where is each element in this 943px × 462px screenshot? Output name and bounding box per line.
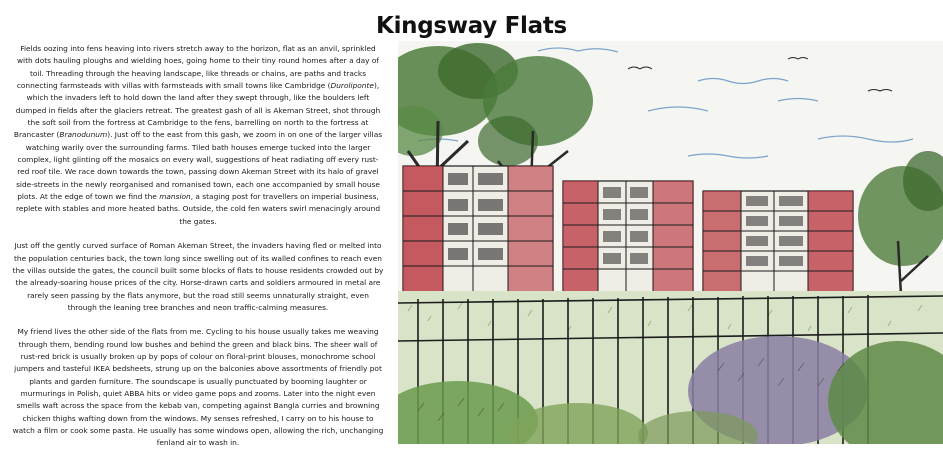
flats-illustration xyxy=(398,41,943,444)
page-title: Kingsway Flats xyxy=(376,13,567,39)
flats-block-left xyxy=(403,166,553,296)
text-run: My friend lives the other side of the flats from me. Cycling to his house usually takes me weaving through them, bending round low bushes and behind the green and black bins. The sheer wall of rust-red brick is usually broken up by pops of colour on floral-print blouses, monochrome school jumpers and tasteful IKEA bedsheets, strung up on the balconies above assortments of friendly pot plants and garden furniture. The soundscape is usually punctuated by booming laughter or murmurings in Polish, quiet ABBA hits or video game pops and zooms. Later into the night even smells waft across the space from the kebab van, competing against Bangla curries and browning chicken thighs wafting down from the windows. My senses refreshed, I carry on to his house to watch a film or cook some pasta. He usually has some windows open, allowing the rich, unchanging fenland air to wash in. xyxy=(12,327,384,448)
paragraph-3 xyxy=(12,326,384,449)
text-run: ). Just off to the east from this gash, we zoom in on one of the larger villas watching warily over the surrounding farms. Tiled bath houses emerge tucked into the larger complex, light glinting off the mosaics on every wall, suggestions of heat radiating off every rust-red roof tile. We race down towards the town, passing down Akeman Street with its halo of gravel side-streets in the newly reorganised and romanised town, each one accompanied by small house plots. At the edge of town we find the xyxy=(16,130,383,202)
italic-term: mansion xyxy=(159,192,191,202)
text-run: , a staging post for travellers on imperial business, replete with stables and more heated baths. Outside, the cold fen waters swirl menacingly around the gates. xyxy=(15,192,381,226)
flats-block-right xyxy=(703,191,853,296)
paragraph-2 xyxy=(12,240,384,314)
text-run: ), which the invaders left to hold down the land after they swept through, like the boulders left dumped in fields after the glaciers retreat. The greatest gash of all is Akeman Street, shot through the soft soil from the fortress at Cambridge to the fens, barrelling on north to the fortress at Brancaster ( xyxy=(13,81,381,140)
text-run: Fields oozing into fens heaving into rivers stretch away to the horizon, flat as an anvil, sprinkled with dots hauling ploughs and wielding hoes, going home to their tiny round homes after a day of toil. Threading through the heaving landscape, like threads or chains, are paths and tracks connecting farmsteads with villas with farmsteads with small towns like Cambridge ( xyxy=(16,44,380,91)
article-body xyxy=(12,43,384,462)
text-run: Just off the gently curved surface of Roman Akeman Street, the invaders having fled or melted into the population centuries back, the town long since swelling out of its walled confines to reach even the villas outside the gates, the council built some blocks of flats to house residents crowded out by the already-soaring house prices of the city. Horse-drawn carts and soldiers armoured in metal are rarely seen passing by the flats anymore, but the road still seems unnaturally straight, even through the leaning tree branches and neon traffic-calming measures. xyxy=(12,241,384,312)
italic-term: Branodunum xyxy=(59,130,108,140)
paragraph-1 xyxy=(12,43,384,228)
italic-term: Duroliponte xyxy=(330,81,374,91)
flats-block-middle xyxy=(563,181,693,296)
